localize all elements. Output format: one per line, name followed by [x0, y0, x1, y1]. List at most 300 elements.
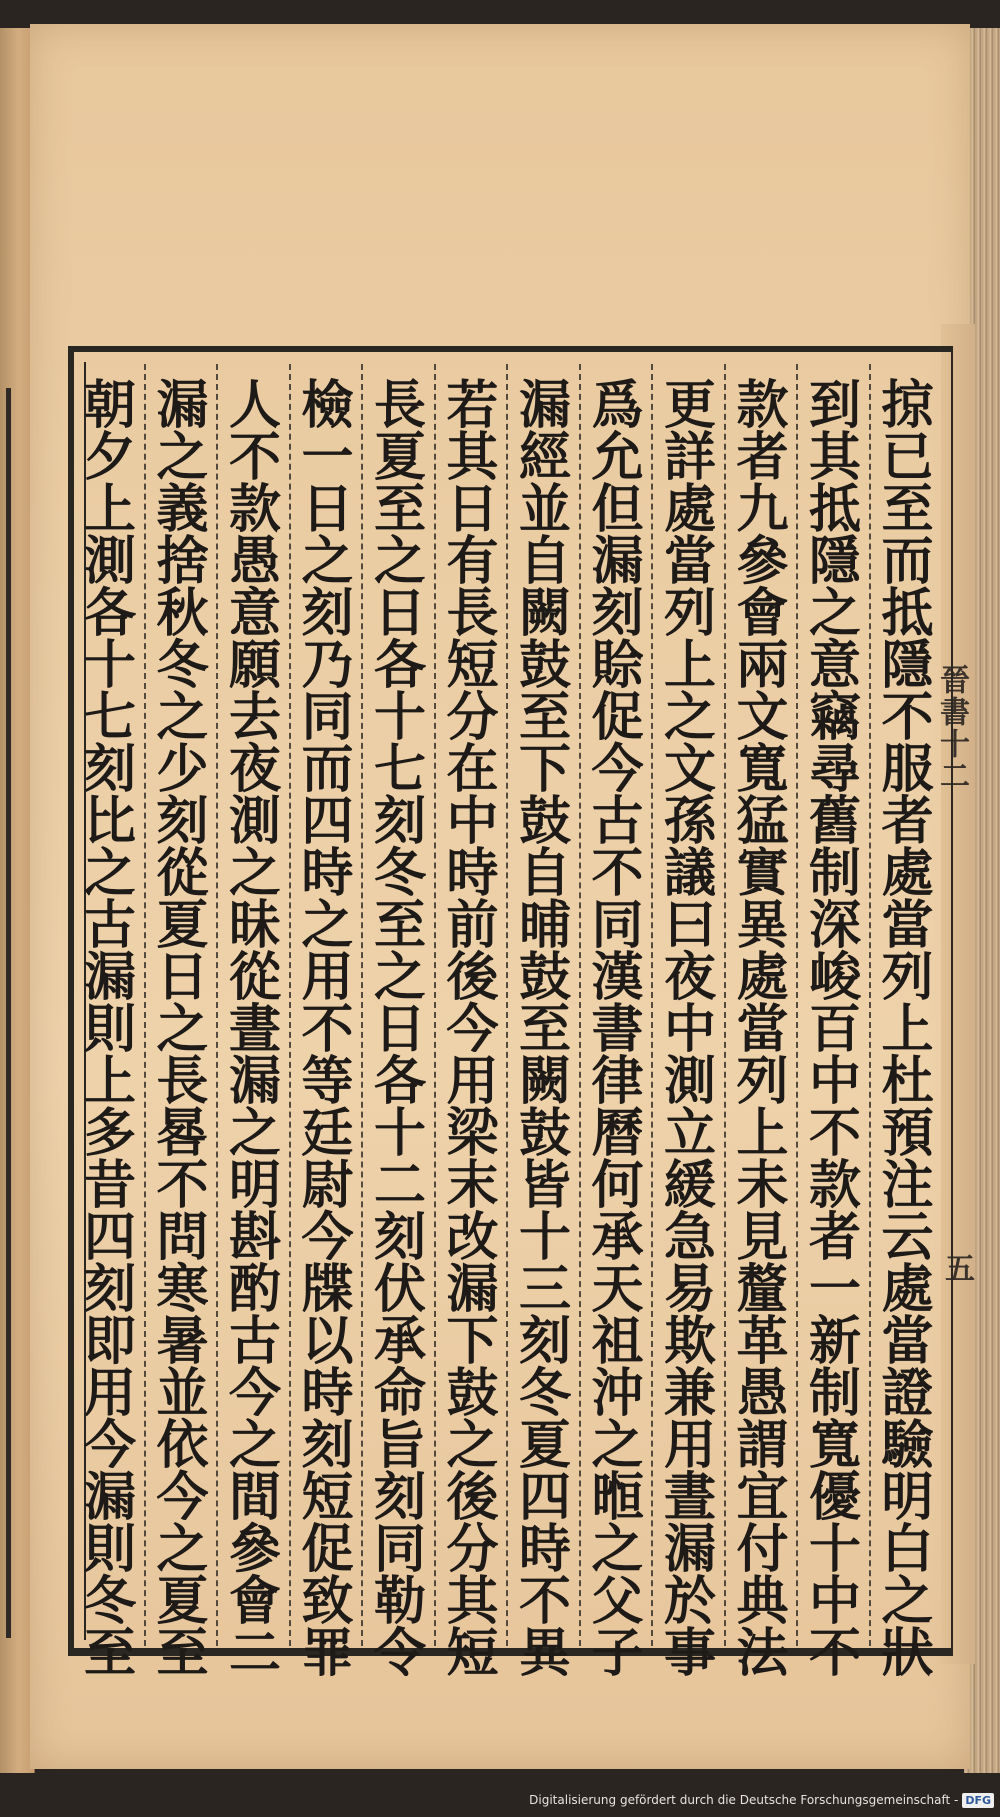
character: 云 [881, 1207, 934, 1268]
character: 各 [373, 635, 426, 696]
character: 晡 [518, 895, 571, 956]
character: 昧 [228, 895, 281, 956]
character: 下 [518, 739, 571, 800]
character: 九 [736, 479, 789, 540]
character: 竊 [808, 687, 861, 748]
character: 之 [228, 843, 281, 904]
character: 不 [808, 1103, 861, 1164]
character: 款 [736, 375, 789, 436]
text-column [213, 375, 297, 1684]
character: 見 [736, 1207, 789, 1268]
character: 闕 [518, 1051, 571, 1112]
character: 漢 [591, 947, 644, 1008]
character: 刻 [373, 1467, 426, 1528]
character: 古 [83, 895, 136, 956]
character: 至 [518, 687, 571, 748]
character: 去 [228, 687, 281, 748]
character: 並 [156, 1363, 209, 1424]
character: 中 [663, 999, 716, 1060]
character: 之 [156, 999, 209, 1060]
character: 不 [156, 1155, 209, 1216]
character: 掠 [881, 375, 934, 436]
character: 從 [228, 947, 281, 1008]
fold-margin-page-number: 五 [945, 1252, 975, 1287]
character: 致 [301, 1571, 354, 1632]
character: 長 [156, 1051, 209, 1112]
text-column [431, 375, 515, 1684]
text-frame [68, 346, 953, 1684]
character: 今 [156, 1467, 209, 1528]
character: 中 [808, 1571, 861, 1632]
character: 不 [518, 1571, 571, 1632]
character: 晷 [156, 1103, 209, 1164]
character: 冬 [83, 1571, 136, 1632]
character: 用 [301, 947, 354, 1008]
character: 列 [736, 1051, 789, 1112]
character: 並 [518, 479, 571, 540]
character: 在 [446, 739, 499, 800]
character: 日 [373, 999, 426, 1060]
character: 謂 [736, 1415, 789, 1476]
character: 各 [83, 583, 136, 644]
character: 少 [156, 739, 209, 800]
character: 旨 [373, 1415, 426, 1476]
character: 勒 [373, 1571, 426, 1632]
character: 之 [228, 1415, 281, 1476]
character: 問 [156, 1207, 209, 1268]
character: 之 [446, 1415, 499, 1476]
character: 曰 [663, 895, 716, 956]
character: 易 [663, 1259, 716, 1320]
character: 末 [446, 1155, 499, 1216]
character: 若 [446, 375, 499, 436]
character: 當 [663, 531, 716, 592]
character: 命 [373, 1363, 426, 1424]
character: 明 [881, 1467, 934, 1528]
character: 到 [808, 375, 861, 436]
character: 刻 [518, 1311, 571, 1372]
character: 杜 [881, 1051, 934, 1112]
fold-margin-title: 晉書十二 [934, 664, 969, 792]
character: 漏 [663, 1519, 716, 1580]
character: 猛 [736, 791, 789, 852]
character: 詳 [663, 427, 716, 488]
character: 列 [663, 583, 716, 644]
character: 自 [518, 843, 571, 904]
character: 優 [808, 1467, 861, 1528]
character: 不 [228, 427, 281, 488]
character: 不 [881, 687, 934, 748]
character: 已 [881, 427, 934, 488]
character: 急 [663, 1207, 716, 1268]
character: 至 [373, 895, 426, 956]
character: 寬 [736, 739, 789, 800]
character: 寬 [808, 1415, 861, 1476]
character: 時 [301, 843, 354, 904]
character: 分 [446, 687, 499, 748]
character: 短 [301, 1467, 354, 1528]
character: 酌 [228, 1259, 281, 1320]
dfg-logo: DFG [962, 1793, 994, 1808]
character: 之 [301, 531, 354, 592]
character: 書 [591, 999, 644, 1060]
character: 闕 [518, 583, 571, 644]
character: 捨 [156, 531, 209, 592]
character: 不 [301, 999, 354, 1060]
character: 付 [736, 1519, 789, 1580]
character: 白 [881, 1519, 934, 1580]
character: 款 [808, 1155, 861, 1216]
character: 允 [591, 427, 644, 488]
character: 者 [736, 427, 789, 488]
character: 新 [808, 1311, 861, 1372]
character: 愚 [228, 531, 281, 592]
character: 當 [881, 1311, 934, 1372]
character: 款 [228, 479, 281, 540]
character: 同 [301, 687, 354, 748]
character: 中 [446, 791, 499, 852]
character: 今 [228, 1363, 281, 1424]
character: 上 [736, 1103, 789, 1164]
character: 制 [808, 843, 861, 904]
character: 十 [373, 1103, 426, 1164]
character: 會 [736, 583, 789, 644]
character: 之 [301, 895, 354, 956]
character: 夏 [156, 1571, 209, 1632]
character: 兼 [663, 1363, 716, 1424]
character: 之 [591, 1519, 644, 1580]
character: 用 [446, 1051, 499, 1112]
character: 刻 [373, 791, 426, 852]
character: 證 [881, 1363, 934, 1424]
character: 刻 [591, 583, 644, 644]
character: 冬 [518, 1363, 571, 1424]
character: 父 [591, 1571, 644, 1632]
character: 尋 [808, 739, 861, 800]
character: 孫 [663, 791, 716, 852]
character: 四 [83, 1207, 136, 1268]
character: 短 [446, 1623, 499, 1684]
character: 文 [736, 687, 789, 748]
character: 至 [373, 479, 426, 540]
character: 長 [373, 375, 426, 436]
character: 廷 [301, 1103, 354, 1164]
character: 立 [663, 1103, 716, 1164]
character: 漏 [83, 947, 136, 1008]
text-column [576, 375, 660, 1684]
character: 漏 [518, 375, 571, 436]
character: 古 [591, 791, 644, 852]
character: 注 [881, 1155, 934, 1216]
character: 四 [301, 791, 354, 852]
character: 上 [83, 479, 136, 540]
character: 比 [83, 791, 136, 852]
text-column [866, 375, 950, 1684]
character: 子 [591, 1623, 644, 1684]
character: 峻 [808, 947, 861, 1008]
character: 欺 [663, 1311, 716, 1372]
character: 上 [83, 1051, 136, 1112]
character: 間 [228, 1467, 281, 1528]
character: 二 [373, 1155, 426, 1216]
character: 晝 [663, 1467, 716, 1528]
character: 者 [808, 1207, 861, 1268]
character: 促 [301, 1519, 354, 1580]
character: 之 [591, 1415, 644, 1476]
character: 測 [83, 531, 136, 592]
character: 宜 [736, 1467, 789, 1528]
character: 十 [518, 1207, 571, 1268]
character: 四 [518, 1467, 571, 1528]
character: 令 [373, 1623, 426, 1684]
character: 尉 [301, 1155, 354, 1216]
character: 依 [156, 1415, 209, 1476]
character: 罪 [301, 1623, 354, 1684]
character: 異 [736, 895, 789, 956]
character: 七 [83, 687, 136, 748]
character: 短 [446, 635, 499, 696]
character: 者 [881, 791, 934, 852]
character: 承 [591, 1207, 644, 1268]
character: 曆 [591, 1103, 644, 1164]
character: 實 [736, 843, 789, 904]
character: 日 [301, 479, 354, 540]
character: 鼓 [446, 1363, 499, 1424]
character: 異 [518, 1623, 571, 1684]
character: 狀 [881, 1623, 934, 1684]
character: 而 [881, 531, 934, 592]
character: 至 [518, 999, 571, 1060]
character: 日 [156, 947, 209, 1008]
character: 促 [591, 687, 644, 748]
character: 制 [808, 1363, 861, 1424]
character: 夏 [373, 427, 426, 488]
character: 深 [808, 895, 861, 956]
character: 經 [518, 427, 571, 488]
character: 抵 [881, 583, 934, 644]
character: 梁 [446, 1103, 499, 1164]
character: 二 [228, 1623, 281, 1684]
character: 用 [663, 1415, 716, 1476]
character: 驗 [881, 1415, 934, 1476]
character: 鼓 [518, 947, 571, 1008]
character: 之 [228, 1103, 281, 1164]
character: 牒 [301, 1259, 354, 1320]
character: 時 [301, 1363, 354, 1424]
character: 至 [881, 479, 934, 540]
character: 分 [446, 1519, 499, 1580]
character: 百 [808, 999, 861, 1060]
character: 皆 [518, 1155, 571, 1216]
character: 斟 [228, 1207, 281, 1268]
character: 革 [736, 1311, 789, 1372]
character: 律 [591, 1051, 644, 1112]
character: 抵 [808, 479, 861, 540]
character: 人 [228, 375, 281, 436]
character: 明 [228, 1155, 281, 1216]
character: 十 [83, 635, 136, 696]
character: 之 [83, 843, 136, 904]
character: 議 [663, 843, 716, 904]
character: 處 [736, 947, 789, 1008]
character: 愚 [736, 1363, 789, 1424]
character: 漏 [446, 1259, 499, 1320]
character: 爲 [591, 375, 644, 436]
character: 伏 [373, 1259, 426, 1320]
character: 用 [83, 1363, 136, 1424]
character: 之 [663, 687, 716, 748]
book-page [30, 24, 975, 1769]
character: 時 [518, 1519, 571, 1580]
character: 長 [446, 583, 499, 644]
character: 義 [156, 479, 209, 540]
character: 之 [808, 583, 861, 644]
character: 一 [808, 1259, 861, 1320]
character: 後 [446, 947, 499, 1008]
character: 刻 [83, 739, 136, 800]
character: 三 [518, 1259, 571, 1320]
character: 會 [228, 1571, 281, 1632]
character: 之 [156, 427, 209, 488]
character: 處 [881, 843, 934, 904]
text-column [648, 375, 732, 1684]
character: 即 [83, 1311, 136, 1372]
character: 今 [446, 999, 499, 1060]
character: 下 [446, 1311, 499, 1372]
character: 冬 [156, 635, 209, 696]
character: 測 [228, 791, 281, 852]
character: 參 [736, 531, 789, 592]
character: 寒 [156, 1259, 209, 1320]
character: 未 [736, 1155, 789, 1216]
character: 漏 [591, 531, 644, 592]
character: 前 [446, 895, 499, 956]
text-column [793, 375, 877, 1684]
character: 緩 [663, 1155, 716, 1216]
character: 參 [228, 1519, 281, 1580]
character: 昔 [83, 1155, 136, 1216]
character: 等 [301, 1051, 354, 1112]
character: 沖 [591, 1363, 644, 1424]
character: 預 [881, 1103, 934, 1164]
character: 之 [373, 531, 426, 592]
character: 而 [301, 739, 354, 800]
character: 時 [446, 843, 499, 904]
character: 至 [83, 1623, 136, 1684]
character: 同 [373, 1519, 426, 1580]
character: 鼓 [518, 635, 571, 696]
character: 則 [83, 999, 136, 1060]
character: 其 [808, 427, 861, 488]
character: 夜 [663, 947, 716, 1008]
character: 秋 [156, 583, 209, 644]
character: 天 [591, 1259, 644, 1320]
character: 鼓 [518, 791, 571, 852]
character: 刻 [83, 1259, 136, 1320]
character: 上 [881, 999, 934, 1060]
character: 日 [373, 583, 426, 644]
character: 列 [881, 947, 934, 1008]
character: 之 [156, 687, 209, 748]
character: 釐 [736, 1259, 789, 1320]
character: 隱 [881, 635, 934, 696]
character: 夏 [518, 1415, 571, 1476]
character: 多 [83, 1103, 136, 1164]
character: 承 [373, 1311, 426, 1372]
character: 何 [591, 1155, 644, 1216]
character: 乃 [301, 635, 354, 696]
character: 今 [301, 1207, 354, 1268]
character: 上 [663, 635, 716, 696]
character: 事 [663, 1623, 716, 1684]
character: 冬 [373, 843, 426, 904]
character: 暑 [156, 1311, 209, 1372]
character: 中 [808, 1051, 861, 1112]
character: 同 [591, 895, 644, 956]
footer-credit [529, 1789, 994, 1811]
character: 刻 [301, 583, 354, 644]
character: 至 [156, 1623, 209, 1684]
character: 但 [591, 479, 644, 540]
character: 以 [301, 1311, 354, 1372]
character: 舊 [808, 791, 861, 852]
character: 之 [373, 947, 426, 1008]
character: 後 [446, 1467, 499, 1528]
character: 祖 [591, 1311, 644, 1372]
character: 處 [663, 479, 716, 540]
character: 自 [518, 531, 571, 592]
text-column [286, 375, 370, 1684]
character: 從 [156, 843, 209, 904]
character: 今 [83, 1415, 136, 1476]
text-column [68, 375, 152, 1684]
character: 其 [446, 1571, 499, 1632]
text-column [503, 375, 587, 1684]
character: 十 [808, 1519, 861, 1580]
text-column [358, 375, 442, 1684]
character: 今 [591, 739, 644, 800]
character: 意 [228, 583, 281, 644]
character: 暅 [591, 1467, 644, 1528]
character: 改 [446, 1207, 499, 1268]
character: 服 [881, 739, 934, 800]
character: 當 [881, 895, 934, 956]
character: 朝 [83, 375, 136, 436]
text-column [721, 375, 805, 1684]
character: 檢 [301, 375, 354, 436]
character: 當 [736, 999, 789, 1060]
character: 隱 [808, 531, 861, 592]
character: 有 [446, 531, 499, 592]
character: 鼓 [518, 1103, 571, 1164]
character: 不 [591, 843, 644, 904]
character: 漏 [228, 1051, 281, 1112]
character: 兩 [736, 635, 789, 696]
character: 賒 [591, 635, 644, 696]
character: 更 [663, 375, 716, 436]
character: 刻 [156, 791, 209, 852]
character: 意 [808, 635, 861, 696]
character: 夜 [228, 739, 281, 800]
footer-credit-text: Digitalisierung gefördert durch die Deutsche Forschungsgemeinschaft - [529, 1793, 959, 1807]
character: 處 [881, 1259, 934, 1320]
character: 其 [446, 427, 499, 488]
character: 漏 [156, 375, 209, 436]
character: 之 [881, 1571, 934, 1632]
text-column [141, 375, 225, 1684]
character: 典 [736, 1571, 789, 1632]
character: 十 [373, 687, 426, 748]
